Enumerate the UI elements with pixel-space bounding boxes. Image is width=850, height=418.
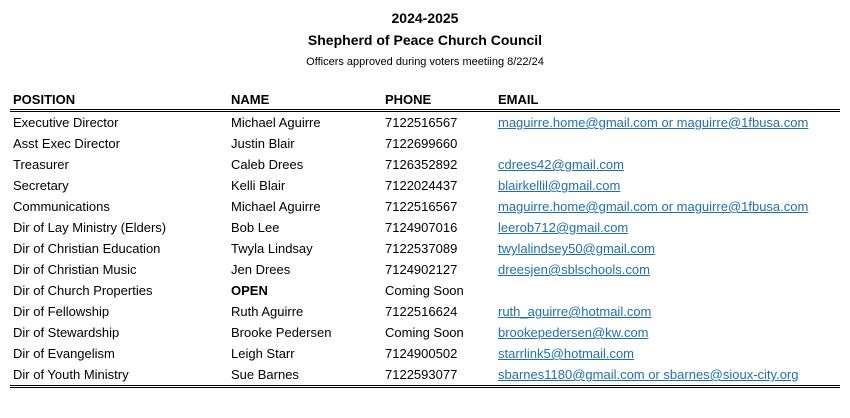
column-header-email: EMAIL [498,92,539,107]
document-year: 2024-2025 [391,10,459,26]
table-row [10,154,840,175]
email-link[interactable]: twylalindsey50@gmail.com [498,241,655,256]
phone-cell: 7122516567 [385,115,458,130]
column-header-position: POSITION [13,92,76,107]
column-header-phone: PHONE [385,92,432,107]
council-roster-table [10,90,840,388]
document-subtitle: Officers approved during voters meetiing 8/22/24 [306,56,544,68]
table-row [10,280,840,301]
phone-cell: 7122024437 [385,178,458,193]
email-link[interactable]: maguirre.home@gmail.com or maguirre@1fbusa.com [498,115,809,130]
email-link[interactable]: starrlink5@hotmail.com [498,346,635,361]
name-cell: Caleb Drees [231,157,304,172]
phone-cell: 7124907016 [385,220,458,235]
position-cell: Executive Director [13,115,119,130]
phone-cell: 7122699660 [385,136,458,151]
position-cell: Dir of Fellowship [13,304,110,319]
email-link[interactable]: maguirre.home@gmail.com or maguirre@1fbusa.com [498,199,809,214]
document-title-block [0,8,850,70]
table-row [10,217,840,238]
table-row [10,301,840,322]
email-link[interactable]: brookepedersen@kw.com [498,325,649,340]
name-cell: Bob Lee [231,220,280,235]
email-link[interactable]: ruth_aguirre@hotmail.com [498,304,652,319]
position-cell: Communications [13,199,110,214]
phone-cell: Coming Soon [385,325,464,340]
phone-cell: Coming Soon [385,283,464,298]
phone-cell: 7122537089 [385,241,458,256]
table-row [10,343,840,364]
name-cell: Michael Aguirre [231,199,321,214]
email-link[interactable]: leerob712@gmail.com [498,220,629,235]
name-cell: Sue Barnes [231,367,299,382]
name-cell: Kelli Blair [231,178,286,193]
document-title: Shepherd of Peace Church Council [307,32,543,48]
name-cell-open: OPEN [231,283,268,298]
email-link[interactable]: cdrees42@gmail.com [498,157,624,172]
phone-cell: 7122516567 [385,199,458,214]
name-cell: Michael Aguirre [231,115,321,130]
phone-cell: 7122593077 [385,367,458,382]
position-cell: Secretary [13,178,69,193]
table-row [10,259,840,280]
column-header-name: NAME [231,92,270,107]
position-cell: Dir of Evangelism [13,346,115,361]
phone-cell: 7126352892 [385,157,458,172]
position-cell: Dir of Stewardship [13,325,120,340]
position-cell: Dir of Church Properties [13,283,153,298]
email-link[interactable]: blairkellil@gmail.com [498,178,621,193]
footer-double-rule [10,385,840,388]
table-row [10,196,840,217]
table-row [10,133,840,154]
email-link[interactable]: dreesjen@sblschools.com [498,262,650,277]
name-cell: Leigh Starr [231,346,295,361]
position-cell: Dir of Christian Education [13,241,161,256]
position-cell: Dir of Christian Music [13,262,137,277]
table-row [10,175,840,196]
phone-cell: 7124900502 [385,346,458,361]
position-cell: Asst Exec Director [13,136,120,151]
name-cell: Jen Drees [231,262,291,277]
position-cell: Dir of Youth Ministry [13,367,129,382]
position-cell: Dir of Lay Ministry (Elders) [13,220,167,235]
table-row [10,364,840,385]
table-header-row [10,90,840,109]
email-link[interactable]: sbarnes1180@gmail.com or sbarnes@sioux-city.org [498,367,799,382]
name-cell: Brooke Pedersen [231,325,332,340]
phone-cell: 7124902127 [385,262,458,277]
table-row [10,238,840,259]
table-row [10,322,840,343]
name-cell: Twyla Lindsay [231,241,313,256]
name-cell: Justin Blair [231,136,295,151]
name-cell: Ruth Aguirre [231,304,304,319]
position-cell: Treasurer [13,157,69,172]
phone-cell: 7122516624 [385,304,458,319]
table-row [10,112,840,133]
